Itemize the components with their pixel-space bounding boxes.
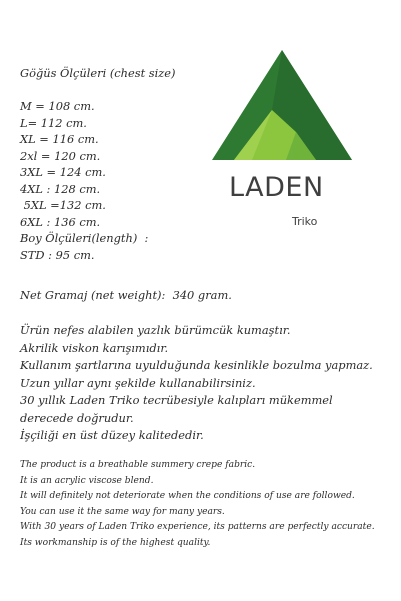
laden-triko-logo — [212, 48, 352, 228]
description-line: Akrilik viskon karışımıdır. — [20, 340, 169, 355]
description-line: With 30 years of Laden Triko experience, its patterns are perfectly accurate. — [20, 522, 375, 533]
size-line: L= 112 cm. — [20, 115, 87, 130]
size-line: 5XL =132 cm. — [20, 198, 106, 212]
description-line: Ürün nefes alabilen yazlık bürümcük kumaştır. — [20, 323, 291, 337]
description-line: It will definitely not deteriorate when the conditions of use are followed. — [20, 491, 355, 502]
size-line: 3XL = 124 cm. — [20, 165, 106, 179]
length-line: STD : 95 cm. — [20, 247, 95, 262]
description-line: Kullanım şartlarına uyulduğunda kesinlikle bozulma yapmaz. — [20, 358, 373, 372]
description-line: Uzun yıllar aynı şekilde kullanabilirsiniz. — [20, 375, 256, 390]
size-chart-heading: Göğüs Ölçüleri (chest size) — [20, 66, 176, 80]
description-line: İşçiliği en üst düzey kalitededir. — [20, 428, 204, 442]
length-heading: Boy Ölçüleri(length) : — [20, 231, 149, 245]
net-weight: Net Gramaj (net weight): 340 gram. — [20, 288, 232, 302]
description-line: 30 yıllık Laden Triko tecrübesiyle kalıpları mükemmel — [20, 393, 333, 407]
description-line: The product is a breathable summery crepe fabric. — [20, 460, 256, 470]
size-line: 6XL : 136 cm. — [20, 214, 101, 229]
description-line: It is an acrylic viscose blend. — [20, 475, 154, 486]
size-line: XL = 116 cm. — [20, 132, 99, 146]
english-description — [20, 458, 375, 552]
turkish-description — [20, 322, 373, 445]
description-line: You can use it the same way for many years. — [20, 506, 225, 517]
size-line: 2xl = 120 cm. — [20, 148, 101, 163]
size-line: 4XL : 128 cm. — [20, 181, 101, 196]
size-line: M = 108 cm. — [20, 99, 95, 113]
size-chart — [20, 65, 175, 263]
brand-name: LADEN — [229, 172, 324, 203]
description-line: derecede doğrudur. — [20, 410, 134, 425]
description-line: Its workmanship is of the highest quality. — [20, 537, 211, 548]
brand-subtitle: Triko — [292, 215, 318, 228]
triangle-mountain-icon — [212, 48, 352, 178]
